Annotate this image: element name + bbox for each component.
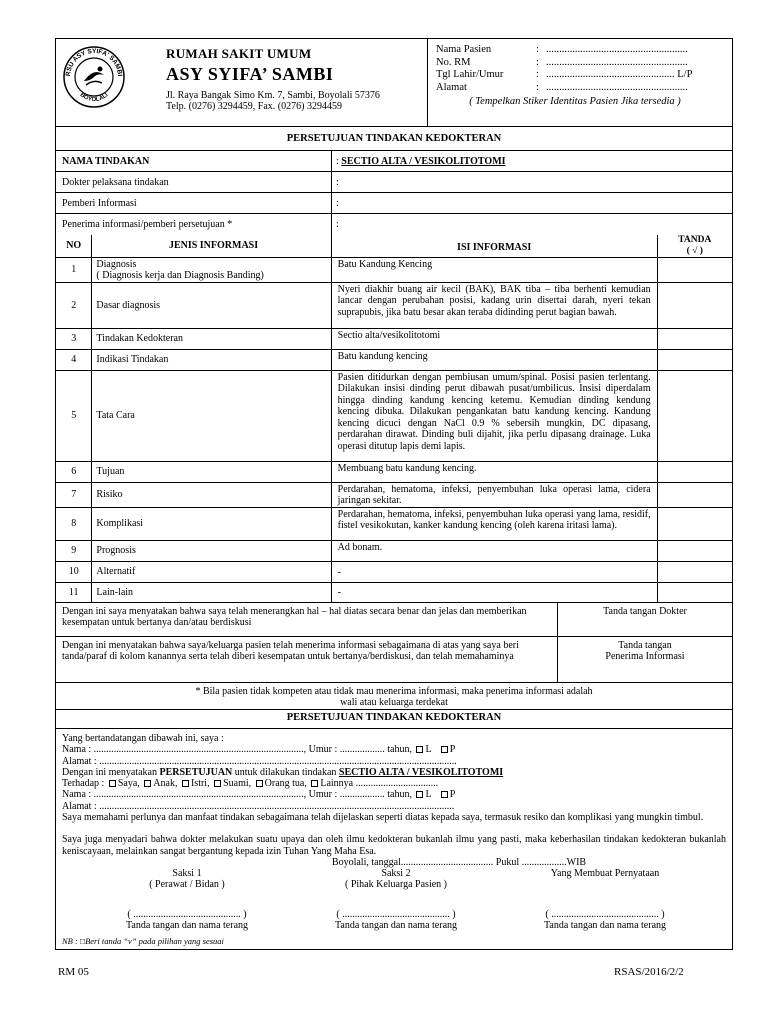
patient-row: [436, 82, 728, 95]
patient-row: [436, 44, 728, 57]
svg-text:RSU ASY SYIFA' SAMBI: RSU ASY SYIFA' SAMBI: [64, 47, 123, 77]
header-jenis: JENIS INFORMASI: [92, 235, 331, 257]
informant-field[interactable]: :: [336, 198, 339, 209]
doctor-signature-box[interactable]: Tanda tangan Dokter: [603, 605, 687, 617]
row-no: 3: [56, 328, 92, 349]
witness-1-role: ( Perawat / Bidan ): [149, 879, 225, 891]
patient-row: [436, 69, 728, 82]
patient-identity: [428, 39, 732, 126]
info-row: [56, 193, 732, 214]
row-jenis: Tata Cara: [92, 370, 331, 461]
row-check-cell[interactable]: [657, 370, 732, 461]
table-row: [56, 328, 732, 349]
opt-parent: Orang tua,: [264, 778, 307, 790]
info-label: Pemberi Informasi: [56, 193, 332, 213]
consent-name-line[interactable]: [62, 744, 726, 755]
row-jenis: Lain-lain: [92, 582, 331, 602]
procedure-name: SECTIO ALTA / VESIKOLITOTOMI: [341, 156, 506, 167]
row-jenis: Prognosis: [92, 540, 331, 561]
consent-section: [56, 729, 732, 933]
row-check-cell[interactable]: [657, 507, 732, 540]
doctor-declaration: [56, 603, 732, 637]
header-isi: ISI INFORMASI: [331, 235, 657, 257]
checkbox-female[interactable]: [441, 746, 448, 753]
row-isi: -: [331, 582, 657, 602]
sig-label: Tanda tangan dan nama terang: [334, 920, 458, 932]
label-p: P: [449, 744, 456, 756]
row-jenis: [92, 257, 331, 282]
declarant-title: [520, 868, 690, 891]
consent-statement: [62, 767, 726, 778]
form-code: RM 05: [58, 966, 89, 978]
recipient-declaration: [56, 637, 732, 683]
patient-row-colon: :: [536, 44, 539, 55]
opt-self: Saya,: [117, 778, 140, 790]
hospital-name: ASY SYIFA’ SAMBI: [166, 63, 334, 84]
table-header-row: [56, 235, 732, 257]
row-isi: Nyeri diakhir buang air kecil (BAK), BAK tiba – tiba berhenti kemudian lancar dengan perubahan posisi, kadang urin disertai darah, nyeri tekan suprapubis, jika batu besar akan teraba didinding perut bagian bawah.: [331, 282, 657, 328]
row-isi: -: [331, 561, 657, 582]
sig-blank: ( ........................................... ): [545, 908, 665, 920]
hospital-phone: Telp. (0276) 3294459, Fax. (0276) 3294459: [166, 101, 342, 113]
note-line1: * Bila pasien tidak kompeten atau tidak mau menerima informasi, maka penerima informasi adalah: [195, 685, 593, 697]
note-line2: wali atau keluarga terdekat: [340, 697, 448, 709]
row-jenis-sub: ( Diagnosis kerja dan Diagnosis Banding): [96, 270, 264, 282]
witness-2-title: [311, 868, 481, 891]
hospital-logo-icon: [62, 45, 126, 109]
witness-titles: [62, 868, 726, 891]
table-row: [56, 257, 732, 282]
consent-paragraph-1: Saya memahami perlunya dan manfaat tindakan sebagaimana telah dijelaskan seperti diatas kepada saya, termasuk resiko dan komplikasi yang mungkin timbul.: [62, 811, 704, 823]
info-row: [56, 172, 732, 193]
form-title: PERSETUJUAN TINDAKAN KEDOKTERAN: [56, 127, 732, 151]
row-no: 9: [56, 540, 92, 561]
row-jenis: Komplikasi: [92, 507, 331, 540]
row-isi: Perdarahan, hematoma, infeksi, penyembuhan luka operasi lama, cidera jaringan sekitar.: [331, 482, 657, 507]
row-no: 6: [56, 461, 92, 482]
label-p-2: P: [449, 789, 456, 801]
row-check-cell[interactable]: [657, 582, 732, 602]
patient-row-label: Tgl Lahir/Umur: [436, 69, 504, 80]
hospital-address: Jl. Raya Bangak Simo Km. 7, Sambi, Boyolali 57376: [166, 89, 380, 101]
witness-1-title: [102, 868, 272, 891]
sig-blank: ( ........................................... ): [336, 908, 456, 920]
recipient-sign-label2: Penerima Informasi: [605, 651, 685, 663]
hospital-text: [166, 47, 380, 113]
row-isi: Ad bonam.: [331, 540, 657, 561]
row-no: 11: [56, 582, 92, 602]
row-jenis: Dasar diagnosis: [92, 282, 331, 328]
hospital-block: [56, 39, 428, 126]
row-jenis-text: Diagnosis: [96, 258, 137, 270]
consent-intro: Yang bertandatangan dibawah ini, saya :: [62, 732, 224, 744]
sig-label: Tanda tangan dan nama terang: [543, 920, 667, 932]
checkbox-self[interactable]: [109, 780, 116, 787]
nb-note: NB : □Beri tanda “v” pada pilihan yang sesuai: [62, 936, 224, 947]
checkbox-male[interactable]: [416, 746, 423, 753]
consent-name-line2[interactable]: [62, 789, 726, 800]
row-check-cell[interactable]: [657, 540, 732, 561]
consent-procedure: SECTIO ALTA / VESIKOLITOTOMI: [338, 766, 504, 778]
row-jenis: Tindakan Kedokteran: [92, 328, 331, 349]
table-row: [56, 507, 732, 540]
checkbox-male-2[interactable]: [416, 791, 423, 798]
witness-1-signature[interactable]: [102, 909, 272, 932]
checkbox-other[interactable]: [311, 780, 318, 787]
header-tanda-label: TANDA: [678, 235, 712, 245]
row-isi: Sectio alta/vesikolitotomi: [331, 328, 657, 349]
row-check-cell[interactable]: [657, 461, 732, 482]
table-row: [56, 461, 732, 482]
consent-name2-text: Nama : ...................................................................................., Umur : .................. tahun,: [62, 789, 412, 801]
patient-row-colon: :: [536, 81, 539, 93]
row-check-cell[interactable]: [657, 561, 732, 582]
recipient-field[interactable]: :: [336, 219, 339, 230]
patient-rm-field[interactable]: ......................................................: [546, 56, 688, 68]
patient-name-field[interactable]: ......................................................: [546, 44, 688, 55]
doctor-field[interactable]: :: [336, 177, 339, 188]
place-date-line[interactable]: Boyolali, tanggal..................................... Pukul ..................WIB: [331, 856, 587, 868]
info-row: [56, 151, 732, 172]
opt-husband: Suami,: [223, 778, 252, 790]
info-label: NAMA TINDAKAN: [56, 151, 332, 171]
witness-2-signature[interactable]: [311, 909, 481, 932]
patient-row: [436, 57, 728, 70]
row-isi: Perdarahan, hematoma, infeksi, penyembuhan luka operasi yang lama, residif, fistel vesikokutan, kanker kandung kencing (oleh karena iritasi lama).: [331, 507, 657, 540]
info-label: Dokter pelaksana tindakan: [56, 172, 332, 192]
row-check-cell[interactable]: [657, 328, 732, 349]
consent-title: PERSETUJUAN TINDAKAN KEDOKTERAN: [56, 709, 732, 729]
checkbox-parent[interactable]: [256, 780, 263, 787]
row-jenis: Tujuan: [92, 461, 331, 482]
info-colon: :: [336, 156, 342, 167]
table-row: [56, 582, 732, 602]
sig-label: Tanda tangan dan nama terang: [125, 920, 249, 932]
table-row: [56, 282, 732, 328]
checkbox-child[interactable]: [144, 780, 151, 787]
consent-stmt-b: PERSETUJUAN: [159, 766, 233, 778]
form-header: [56, 39, 732, 127]
opt-wife: Istri,: [190, 778, 210, 790]
row-check-cell[interactable]: [657, 482, 732, 507]
patient-row-label: Nama Pasien: [436, 44, 492, 55]
info-label: Penerima informasi/pemberi persetujuan *: [56, 214, 332, 235]
patient-address-field[interactable]: ......................................................: [546, 81, 688, 93]
table-row: [56, 370, 732, 461]
witness-2-role: ( Pihak Keluarga Pasien ): [344, 879, 447, 891]
opt-other: Lainnya .................................: [320, 778, 439, 790]
consent-paragraph-2: Saya juga menyadari bahwa dokter melakukan suatu upaya dan oleh ilmu kedokteran bukanlah ilmu yang pasti, maka keberhasilan tindakan kedokteran bukanlah keniscayaan, melainkan sangat bergantung kepada izin Tuhan Yang Maha Esa.: [62, 834, 726, 857]
consent-stmt-a: Dengan ini menyatakan: [62, 766, 160, 778]
checkbox-wife[interactable]: [182, 780, 189, 787]
declarant-label: Yang Membuat Pernyataan: [550, 868, 660, 880]
opt-child: Anak,: [153, 778, 178, 790]
row-jenis: Alternatif: [92, 561, 331, 582]
patient-dob-field[interactable]: ................................................. L/P: [546, 69, 693, 80]
row-check-cell[interactable]: [657, 349, 732, 370]
checkbox-female-2[interactable]: [441, 791, 448, 798]
recipient-signature-box[interactable]: [558, 637, 732, 682]
row-check-cell[interactable]: [657, 257, 732, 282]
recipient-declaration-text: Dengan ini menyatakan bahwa saya/keluarga pasien telah menerima informasi sebagaimana di atas yang saya beri tanda/paraf di kolom kanannya serta telah diberi kesempatan untuk bertanya/berdiskusi, dan telah memahaminya: [56, 637, 558, 682]
patient-row-colon: :: [536, 69, 539, 80]
table-row: [56, 540, 732, 561]
row-isi: Membuang batu kandung kencing.: [331, 461, 657, 482]
row-jenis: Indikasi Tindakan: [92, 349, 331, 370]
header-tanda-check: ( √ ): [686, 245, 703, 256]
row-check-cell[interactable]: [657, 282, 732, 328]
table-row: [56, 561, 732, 582]
checkbox-husband[interactable]: [214, 780, 221, 787]
witness-2-label: Saksi 2: [381, 868, 411, 880]
row-no: 10: [56, 561, 92, 582]
row-isi: Batu kandung kencing: [331, 349, 657, 370]
row-isi: Batu Kandung Kencing: [331, 257, 657, 282]
patient-row-colon: :: [536, 56, 539, 68]
info-value: [332, 151, 732, 171]
relation-label: Terhadap :: [62, 778, 105, 790]
row-isi: Pasien ditidurkan dengan pembiusan umum/spinal. Posisi pasien terlentang. Dilakukan insisi dinding perut dibawah pusat/umbilicus. Insisi diperdalam hingga dinding kandung kencing ketemu. Kemudian dinding kendung kencing dibuka. Dilakukan pengankatan batu kandung kencing. Kandung kencing dicuci dengan NaCl 0.9 % sebersih mungkin, DC dipasang, perdarahan dirawat. Dinding buli dijahit, jika perlu dipasang drainage. Luka operasi ditutup lapis demi lapis.: [331, 370, 657, 461]
declarant-signature[interactable]: [520, 909, 690, 932]
row-jenis: Risiko: [92, 482, 331, 507]
header-tanda: [657, 235, 732, 257]
consent-stmt-c: untuk dilakukan tindakan: [232, 766, 339, 778]
consent-name-text: Nama : ...................................................................................., Umur : .................. tahun,: [62, 744, 412, 756]
witness-1-label: Saksi 1: [172, 868, 202, 880]
patient-row-label: No. RM: [436, 56, 471, 68]
row-no: 7: [56, 482, 92, 507]
sig-blank: ( ........................................... ): [127, 908, 247, 920]
header-no: NO: [56, 235, 92, 257]
consent-relation-line: [62, 778, 726, 789]
consent-form: [55, 38, 733, 950]
row-no: 8: [56, 507, 92, 540]
label-l-2: L: [425, 789, 432, 801]
info-row: [56, 214, 732, 235]
row-no: 4: [56, 349, 92, 370]
consent-address-line[interactable]: Alamat : ...............................................................................................................................................: [62, 755, 457, 767]
information-table: [56, 235, 732, 603]
hospital-line1: RUMAH SAKIT UMUM: [166, 46, 312, 61]
signature-lines: [62, 909, 726, 932]
table-row: [56, 349, 732, 370]
row-no: 1: [56, 257, 92, 282]
consent-address-line2[interactable]: Alamat : ..............................................................................................................................................: [62, 800, 455, 812]
recipient-sign-label1: Tanda tangan: [618, 639, 672, 651]
svg-text:BOYOLALI: BOYOLALI: [78, 92, 110, 104]
patient-row-label: Alamat: [436, 81, 467, 93]
table-row: [56, 482, 732, 507]
sticker-note: ( Tempelkan Stiker Identitas Pasien Jika tersedia ): [469, 96, 681, 107]
doc-number: RSAS/2016/2/2: [614, 966, 684, 978]
row-no: 2: [56, 282, 92, 328]
label-l: L: [425, 744, 432, 756]
row-no: 5: [56, 370, 92, 461]
competence-note: [56, 683, 732, 709]
doctor-declaration-text: Dengan ini saya menyatakan bahwa saya telah menerangkan hal – hal diatas secara benar dan jelas dan memberikan kesempatan untuk bertanya dan/atau berdiskusi: [56, 603, 558, 636]
